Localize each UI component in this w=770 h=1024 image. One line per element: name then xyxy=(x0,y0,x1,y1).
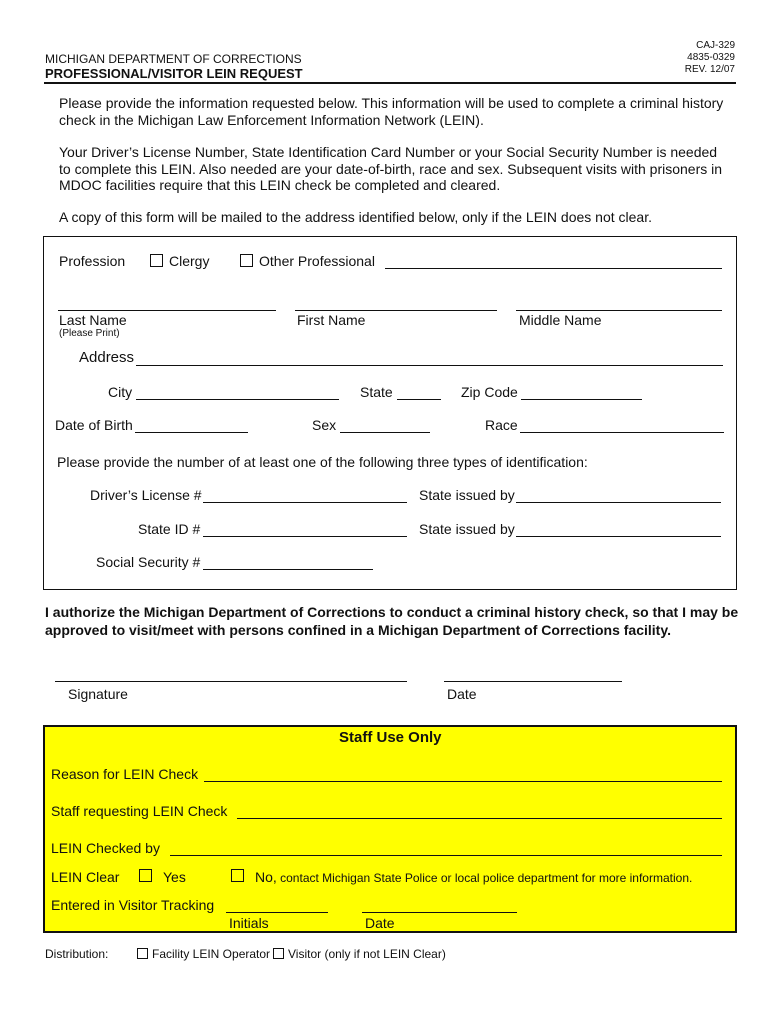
last-name-field[interactable] xyxy=(58,310,276,311)
city-field[interactable] xyxy=(136,399,339,400)
staff-requesting-label: Staff requesting LEIN Check xyxy=(51,803,228,819)
dob-label: Date of Birth xyxy=(55,417,133,433)
city-label: City xyxy=(108,384,133,400)
visitor-tracking-label: Entered in Visitor Tracking xyxy=(51,897,215,913)
checked-by-label: LEIN Checked by xyxy=(51,840,160,856)
state-label: State xyxy=(360,384,393,400)
race-field[interactable] xyxy=(520,432,724,433)
profession-label: Profession xyxy=(59,253,126,269)
other-professional-field[interactable] xyxy=(385,268,722,269)
please-print-note: (Please Print) xyxy=(59,328,120,339)
instruction-paragraph-2: Your Driver’s License Number, State Identification Card Number or your Social Security Number is needed to complete this LEIN. Also needed are your date-of-birth, race and sex. Subsequent visits with prisoners in MDOC facilities require that this LEIN check be completed and cleared. xyxy=(59,144,723,193)
drivers-license-label: Driver’s License # xyxy=(90,487,202,503)
tracking-date-field[interactable] xyxy=(362,912,517,913)
state-id-field[interactable] xyxy=(203,536,407,537)
sid-state-issued-field[interactable] xyxy=(516,536,721,537)
lein-clear-yes-label: Yes xyxy=(163,869,186,885)
first-name-label: First Name xyxy=(297,312,366,328)
instruction-paragraph-1: Please provide the information requested below. This information will be used to complete a criminal history check in the Michigan Law Enforcement Information Network (LEIN). xyxy=(59,95,724,128)
zip-field[interactable] xyxy=(521,399,642,400)
lein-clear-no-detail: contact Michigan State Police or local police department for more information. xyxy=(276,871,693,885)
address-label: Address xyxy=(79,349,135,366)
clergy-label: Clergy xyxy=(169,253,210,269)
first-name-field[interactable] xyxy=(295,310,497,311)
middle-name-field[interactable] xyxy=(516,310,722,311)
signature-date-label: Date xyxy=(447,686,477,702)
ssn-label: Social Security # xyxy=(96,554,201,570)
instruction-paragraph-3: A copy of this form will be mailed to the address identified below, only if the LEIN does not clear. xyxy=(59,209,652,225)
header-rule xyxy=(44,82,736,84)
lein-clear-no-text xyxy=(255,869,692,885)
race-label: Race xyxy=(485,417,518,433)
ssn-field[interactable] xyxy=(203,569,373,570)
other-professional-label: Other Professional xyxy=(259,253,375,269)
form-code: 4835-0329 xyxy=(687,52,735,63)
signature-label: Signature xyxy=(68,686,128,702)
reason-label: Reason for LEIN Check xyxy=(51,766,199,782)
other-professional-checkbox[interactable] xyxy=(240,254,253,267)
form-codes xyxy=(685,40,735,76)
drivers-license-field[interactable] xyxy=(203,502,407,503)
form-title: PROFESSIONAL/VISITOR LEIN REQUEST xyxy=(45,66,303,81)
lein-clear-yes-checkbox[interactable] xyxy=(139,869,152,882)
tracking-date-label: Date xyxy=(365,915,395,931)
dl-state-issued-label: State issued by xyxy=(419,487,515,503)
sex-field[interactable] xyxy=(340,432,430,433)
state-id-label: State ID # xyxy=(138,521,201,537)
checked-by-field[interactable] xyxy=(170,855,722,856)
tracking-initials-label: Initials xyxy=(229,915,269,931)
distribution-label: Distribution: xyxy=(45,947,109,961)
state-field[interactable] xyxy=(397,399,441,400)
lein-clear-no-checkbox[interactable] xyxy=(231,869,244,882)
reason-field[interactable] xyxy=(204,781,722,782)
lein-clear-label: LEIN Clear xyxy=(51,869,120,885)
tracking-initials-field[interactable] xyxy=(226,912,328,913)
authorization-line-2: approved to visit/meet with persons confined in a Michigan Department of Corrections facility. xyxy=(45,622,671,638)
distribution-facility-checkbox[interactable] xyxy=(137,948,148,959)
distribution-visitor-checkbox[interactable] xyxy=(273,948,284,959)
dl-state-issued-field[interactable] xyxy=(516,502,721,503)
agency-name: MICHIGAN DEPARTMENT OF CORRECTIONS xyxy=(45,52,302,66)
dob-field[interactable] xyxy=(135,432,248,433)
staff-use-title: Staff Use Only xyxy=(339,729,442,746)
last-name-label: Last Name xyxy=(59,312,127,328)
form-number: CAJ-329 xyxy=(696,40,735,51)
clergy-checkbox[interactable] xyxy=(150,254,163,267)
middle-name-label: Middle Name xyxy=(519,312,602,328)
sid-state-issued-label: State issued by xyxy=(419,521,515,537)
signature-field[interactable] xyxy=(55,681,407,682)
distribution-visitor-label: Visitor (only if not LEIN Clear) xyxy=(288,947,446,961)
zip-label: Zip Code xyxy=(461,384,518,400)
signature-date-field[interactable] xyxy=(444,681,622,682)
staff-requesting-field[interactable] xyxy=(237,818,722,819)
id-instruction: Please provide the number of at least one of the following three types of identification: xyxy=(57,454,588,470)
lein-clear-no-label: No, xyxy=(255,869,277,885)
authorization-statement xyxy=(45,603,738,639)
address-field[interactable] xyxy=(136,365,723,366)
authorization-line-1: I authorize the Michigan Department of Corrections to conduct a criminal history check, so that I may be xyxy=(45,604,739,620)
sex-label: Sex xyxy=(312,417,337,433)
distribution-facility-label: Facility LEIN Operator xyxy=(152,947,271,961)
form-revision: REV. 12/07 xyxy=(684,64,735,75)
